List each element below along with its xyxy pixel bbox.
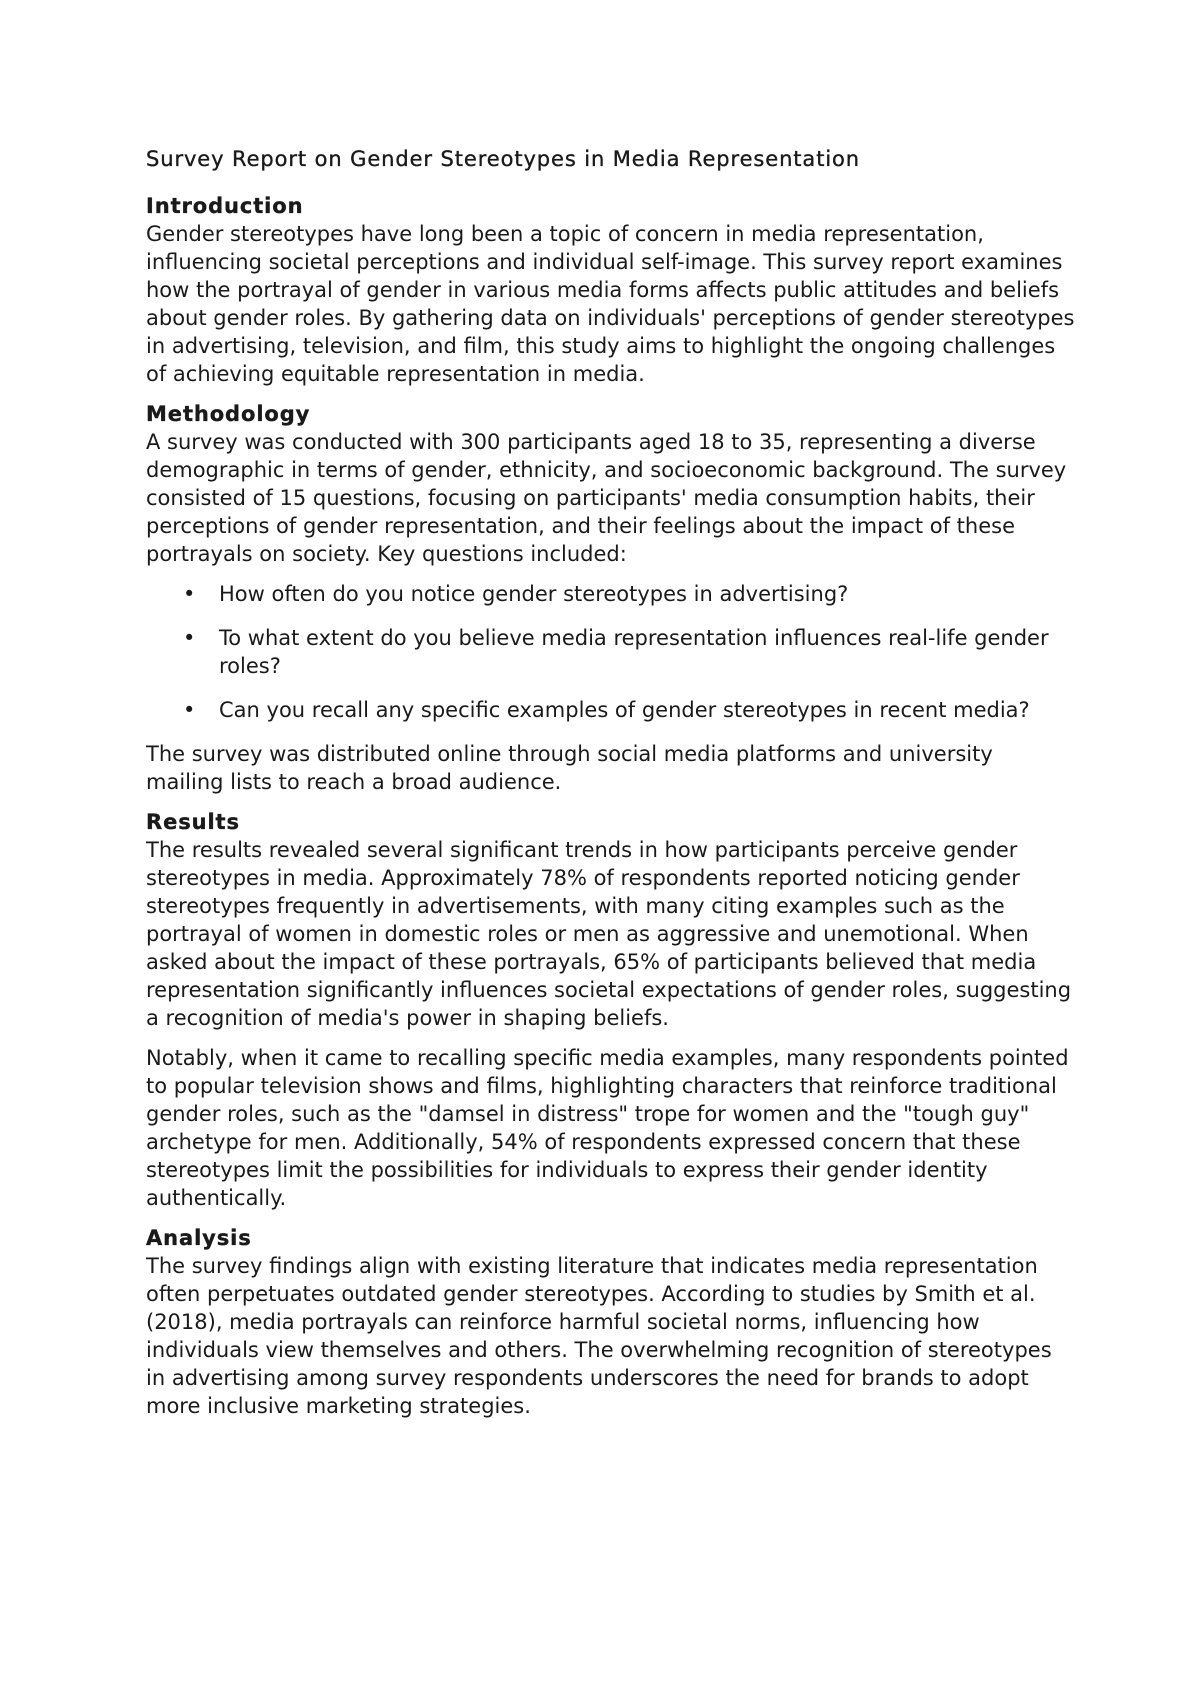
bullet-icon: • bbox=[183, 582, 196, 606]
question-text: To what extent do you believe media representation influences real-life gender roles? bbox=[219, 626, 1049, 678]
results-heading: Results bbox=[146, 810, 240, 834]
list-item bbox=[146, 696, 1076, 724]
introduction-heading: Introduction bbox=[146, 194, 304, 218]
bullet-icon: • bbox=[183, 698, 196, 722]
analysis-heading: Analysis bbox=[146, 1226, 252, 1250]
methodology-closing: The survey was distributed online through social media platforms and university mailing lists to reach a broad audience. bbox=[146, 742, 993, 794]
list-item bbox=[146, 624, 1076, 680]
methodology-section bbox=[146, 400, 1076, 796]
results-paragraph-1: The results revealed several significant trends in how participants perceive gender stereotypes in media. Approximately 78% of respondents reported noticing gender stereotypes frequently in advertisements, with many citing examples such as the portrayal of women in domestic roles or men as aggressive and unemotional. When asked about the impact of these portrayals, 65% of participants believed that media representation significantly influences societal expectations of gender roles, suggesting a recognition of media's power in shaping beliefs. bbox=[146, 838, 1072, 1030]
methodology-body: A survey was conducted with 300 participants aged 18 to 35, representing a diverse demographic in terms of gender, ethnicity, and socioeconomic background. The survey consisted of 15 questions, focusing on participants' media consumption habits, their perceptions of gender representation, and their feelings about the impact of these portrayals on society. Key questions included: bbox=[146, 430, 1067, 566]
question-text: How often do you notice gender stereotypes in advertising? bbox=[219, 582, 849, 606]
analysis-body: The survey findings align with existing literature that indicates media representation often perpetuates outdated gender stereotypes. According to studies by Smith et al. (2018), media portrayals can reinforce harmful societal norms, influencing how individuals view themselves and others. The overwhelming recognition of stereotypes in advertising among survey respondents underscores the need for brands to adopt more inclusive marketing strategies. bbox=[146, 1254, 1052, 1418]
bullet-icon: • bbox=[183, 626, 196, 650]
results-section bbox=[146, 808, 1076, 1212]
analysis-section bbox=[146, 1224, 1076, 1420]
introduction-body: Gender stereotypes have long been a topic of concern in media representation, influencing societal perceptions and individual self-image. This survey report examines how the portrayal of gender in various media forms affects public attitudes and beliefs about gender roles. By gathering data on individuals' perceptions of gender stereotypes in advertising, television, and film, this study aims to highlight the ongoing challenges of achieving equitable representation in media. bbox=[146, 222, 1075, 386]
methodology-heading: Methodology bbox=[146, 402, 311, 426]
document-title: Survey Report on Gender Stereotypes in Media Representation bbox=[146, 147, 861, 171]
introduction-section bbox=[146, 192, 1076, 388]
results-paragraph-2: Notably, when it came to recalling specific media examples, many respondents pointed to popular television shows and films, highlighting characters that reinforce traditional gender roles, such as the "damsel in distress" trope for women and the "tough guy" archetype for men. Additionally, 54% of respondents expressed concern that these stereotypes limit the possibilities for individuals to express their gender identity authentically. bbox=[146, 1046, 1069, 1210]
list-item bbox=[146, 580, 1076, 608]
key-questions-list bbox=[146, 580, 1076, 724]
document-page bbox=[146, 140, 1076, 1432]
question-text: Can you recall any specific examples of gender stereotypes in recent media? bbox=[219, 698, 1030, 722]
